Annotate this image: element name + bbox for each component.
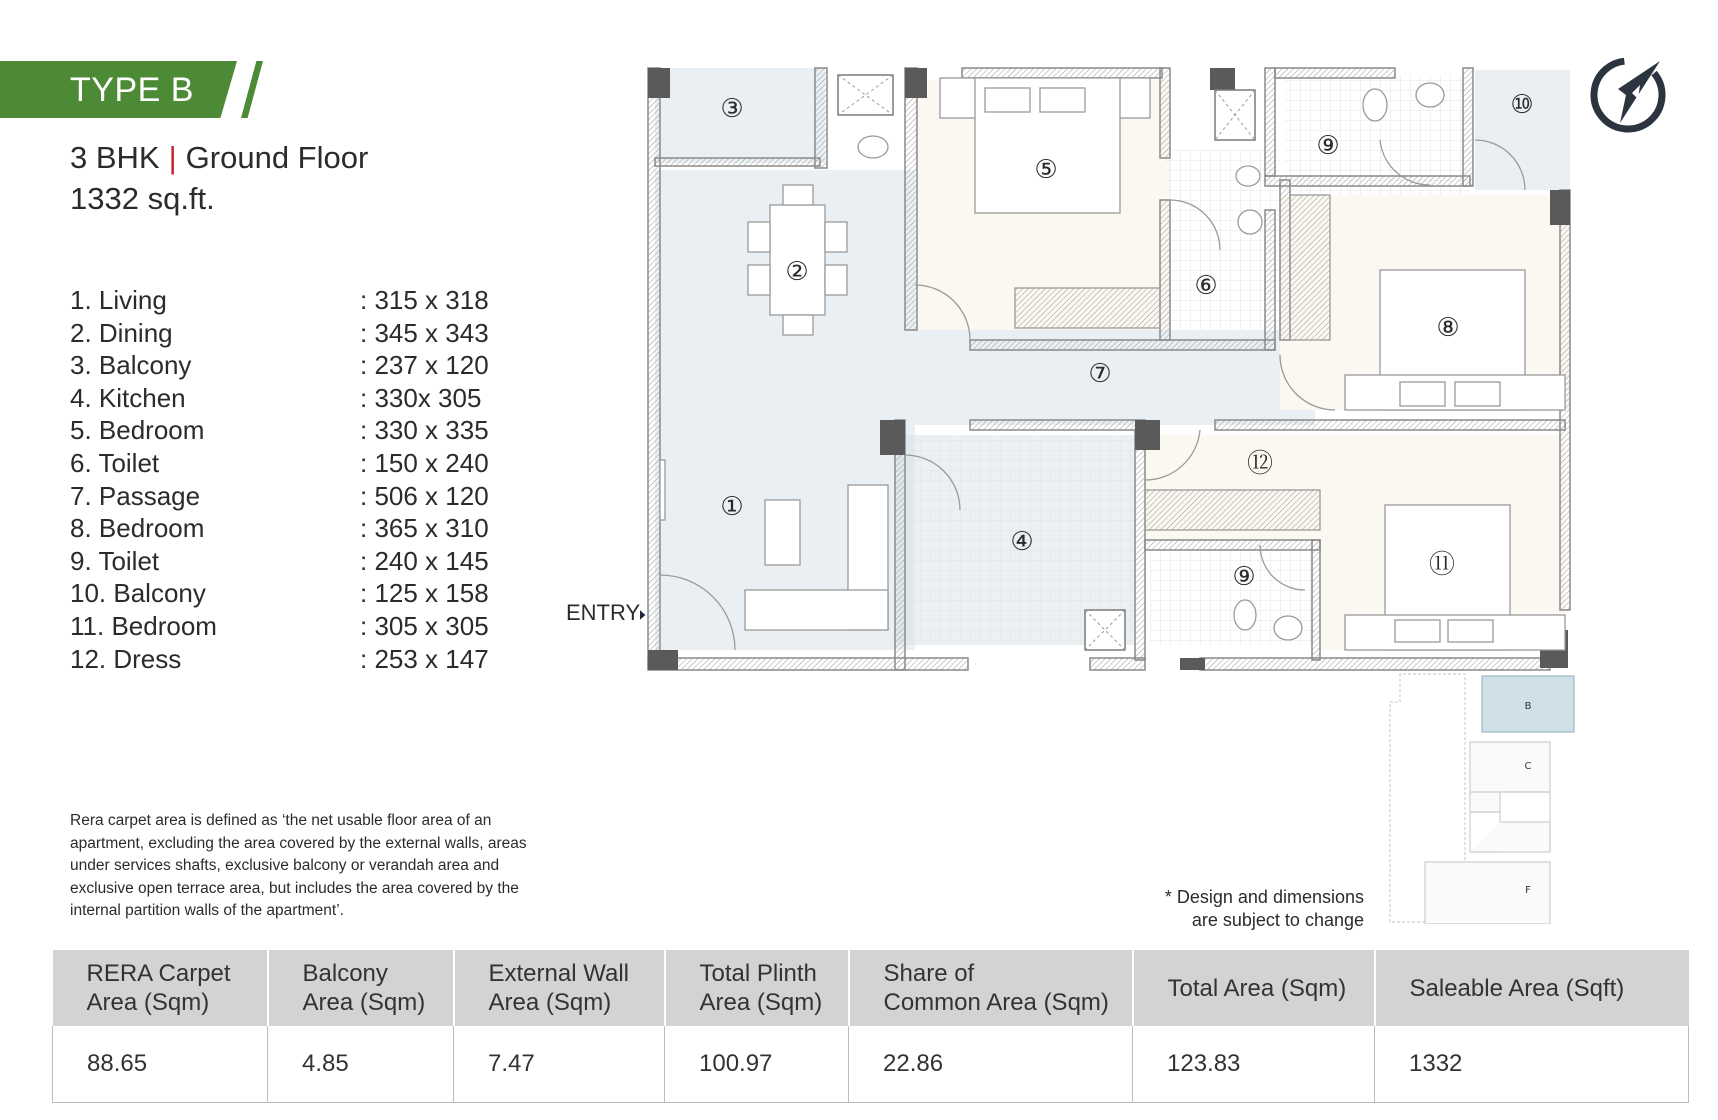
value-balcony: 4.85 [268, 1026, 454, 1103]
room-dims: : 345 x 343 [360, 317, 489, 348]
area-table [52, 950, 1689, 1103]
room-row [70, 481, 510, 514]
rera-note: Rera carpet area is defined as ‘the net usable floor area of an apartment, excluding the area covered by the external walls, areas under services shafts, exclusive balcony or verandah area and exclusive open terrace area, but includes the area covered by the internal partition walls of the apartment’. [70, 812, 527, 920]
keyplan-label-b: B [1524, 701, 1532, 712]
marker-bedroom-11: ⑪ [1428, 550, 1456, 580]
header-saleable-area: Saleable Area (Sqft) [1375, 950, 1689, 1026]
marker-kitchen: ④ [1010, 527, 1034, 557]
room-name: 5. Bedroom [70, 415, 205, 446]
room-name: 2. Dining [70, 317, 173, 348]
room-row [70, 285, 510, 318]
room-dims: : 365 x 310 [360, 513, 489, 544]
room-dims: : 253 x 147 [360, 643, 489, 674]
room-name: 6. Toilet [70, 447, 160, 478]
room-row [70, 578, 510, 611]
room-dims: : 150 x 240 [360, 447, 489, 478]
room-name: 12. Dress [70, 643, 182, 674]
title-separator: | [168, 140, 177, 175]
floor-label: Ground Floor [185, 140, 369, 175]
type-tag-stripe [241, 61, 263, 118]
disclaimer [1140, 886, 1364, 932]
marker-dress: ⑫ [1246, 449, 1274, 479]
room-row [70, 513, 510, 546]
floor-plan [640, 60, 1582, 680]
value-total-plinth: 100.97 [665, 1026, 849, 1103]
room-name: 8. Bedroom [70, 513, 205, 544]
value-external-wall: 7.47 [454, 1026, 665, 1103]
type-tag [0, 61, 266, 118]
room-row [70, 350, 510, 383]
room-dims: : 330x 305 [360, 382, 482, 413]
marker-bedroom-5: ⑤ [1034, 155, 1058, 185]
header-rera-carpet: RERA Carpet Area (Sqm) [53, 950, 268, 1026]
room-row [70, 546, 510, 579]
room-name: 1. Living [70, 285, 167, 315]
unit-config [70, 140, 368, 176]
marker-toilet-9-top: ⑨ [1316, 131, 1340, 161]
entry-arrow-icon [640, 608, 642, 622]
room-dims: : 240 x 145 [360, 545, 489, 576]
keyplan-label-f: F [1525, 885, 1531, 896]
room-row [70, 448, 510, 481]
value-saleable-area: 1332 [1375, 1026, 1689, 1103]
room-name: 4. Kitchen [70, 382, 186, 413]
marker-toilet-6: ⑥ [1194, 271, 1218, 301]
room-schedule [70, 285, 510, 676]
room-row [70, 318, 510, 351]
marker-dining: ② [785, 257, 809, 287]
room-dims: : 305 x 305 [360, 610, 489, 641]
marker-balcony-10: ⑩ [1510, 90, 1534, 120]
header-total-area: Total Area (Sqm) [1133, 950, 1375, 1026]
value-common-area: 22.86 [849, 1026, 1133, 1103]
type-label: TYPE B [70, 71, 194, 109]
room-name: 9. Toilet [70, 545, 160, 576]
compass-icon [1588, 55, 1668, 135]
unit-area: 1332 sq.ft. [70, 181, 215, 216]
room-row [70, 383, 510, 416]
room-dims: : 315 x 318 [360, 285, 489, 315]
room-row [70, 415, 510, 448]
room-dims: : 125 x 158 [360, 578, 489, 609]
toilet-6-floor [1165, 150, 1280, 330]
room-row [70, 611, 510, 644]
value-rera-carpet: 88.65 [53, 1026, 268, 1103]
area-table-row [53, 1026, 1689, 1103]
marker-living: ① [720, 492, 744, 522]
disclaimer-line-1: * Design and dimensions [1164, 887, 1364, 907]
disclaimer-line-2: are subject to change [1191, 910, 1364, 930]
room-name: 11. Bedroom [70, 610, 217, 641]
header-external-wall: External Wall Area (Sqm) [454, 950, 665, 1026]
room-dims: : 506 x 120 [360, 480, 489, 511]
header-total-plinth: Total Plinth Area (Sqm) [665, 950, 849, 1026]
area-table-header-row [53, 950, 1689, 1026]
room-dims: : 330 x 335 [360, 415, 489, 446]
key-plan [1360, 672, 1580, 924]
header-common-area: Share of Common Area (Sqm) [849, 950, 1133, 1026]
entry-label: ENTRY [566, 600, 641, 625]
marker-bedroom-8: ⑧ [1436, 313, 1460, 343]
marker-passage: ⑦ [1088, 359, 1112, 389]
room-row [70, 644, 510, 677]
room-name: 10. Balcony [70, 578, 206, 609]
room-dims: : 237 x 120 [360, 350, 489, 381]
marker-balcony-3: ③ [720, 94, 744, 124]
marker-toilet-9-bottom: ⑨ [1232, 562, 1256, 592]
value-total-area: 123.83 [1133, 1026, 1375, 1103]
room-name: 3. Balcony [70, 350, 192, 381]
bhk-label: 3 BHK [70, 140, 160, 175]
room-name: 7. Passage [70, 480, 201, 511]
keyplan-label-c: C [1524, 761, 1532, 772]
header-balcony: Balcony Area (Sqm) [268, 950, 454, 1026]
